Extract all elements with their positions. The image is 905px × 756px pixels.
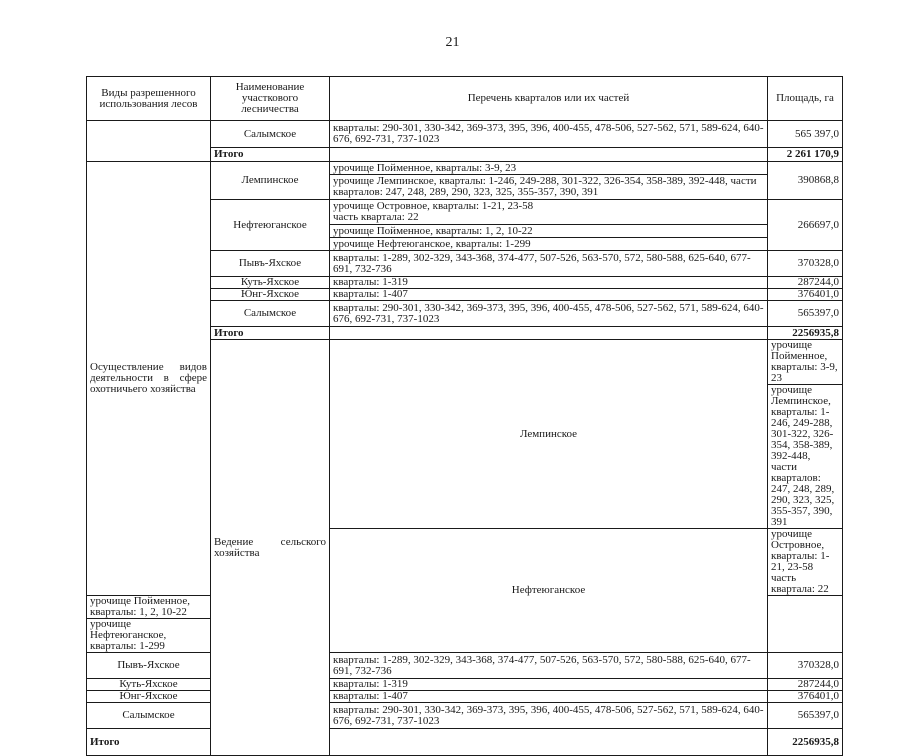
total-label: Итого [211, 148, 330, 162]
quarters-cell: урочище Лемпинское, кварталы: 1-246, 249-288, 301-322, 326-354, 358-389, 392-448, части кварталов: 247, 248, 289, 290, 323, 325, 355-357, 390, 391 [768, 385, 843, 529]
quarters-line: часть квартала: 22 [333, 211, 419, 223]
header-forestry: Наименование участкового лесничества [211, 77, 330, 121]
forest-use-table [86, 76, 843, 756]
area-cell: 565397,0 [768, 703, 843, 729]
quarters-cell: кварталы: 1-289, 302-329, 343-368, 374-477, 507-526, 563-570, 572, 580-588, 625-640, 677-691, 732-736 [330, 653, 768, 679]
table-row [87, 691, 843, 703]
area-cell: 287244,0 [768, 277, 843, 289]
forestry-name: Куть-Яхское [211, 277, 330, 289]
table-row [87, 121, 843, 148]
page-number: 21 [445, 35, 460, 50]
forestry-name: Салымское [87, 703, 211, 729]
table-row [87, 703, 843, 729]
area-cell: 287244,0 [768, 679, 843, 691]
header-kind: Виды разрешенного использования лесов [87, 77, 211, 121]
forestry-name: Пывъ-Яхское [211, 251, 330, 277]
forestry-name: Лемпинское [330, 340, 768, 529]
total-area: 2 261 170,9 [768, 148, 843, 162]
quarters-cell: урочище Пойменное, кварталы: 1, 2, 10-22 [87, 596, 211, 619]
empty-cell [330, 148, 768, 162]
area-cell: 565397,0 [768, 301, 843, 327]
quarters-cell [768, 529, 843, 596]
quarters-cell: кварталы: 1-407 [330, 691, 768, 703]
quarters-cell: кварталы: 1-289, 302-329, 343-368, 374-477, 507-526, 563-570, 572, 580-588, 625-640, 677-691, 732-736 [330, 251, 768, 277]
quarters-cell: урочище Нефтеюганское, кварталы: 1-299 [330, 238, 768, 251]
header-area: Площадь, га [768, 77, 843, 121]
quarters-cell [330, 200, 768, 225]
quarters-cell: кварталы: 290-301, 330-342, 369-373, 395, 396, 400-455, 478-506, 527-562, 571, 589-624, 640-676, 692-731, 737-1023 [330, 301, 768, 327]
quarters-cell: кварталы: 1-319 [330, 679, 768, 691]
quarters-line: урочище Островное, кварталы: 1-21, 23-58 [771, 528, 830, 573]
forestry-name: Лемпинское [211, 162, 330, 200]
area-cell: 266697,0 [768, 200, 843, 251]
area-cell: 370328,0 [768, 653, 843, 679]
quarters-cell: урочище Лемпинское, кварталы: 1-246, 249-288, 301-322, 326-354, 358-389, 392-448, части кварталов: 247, 248, 289, 290, 323, 325, 355-357, 390, 391 [330, 175, 768, 200]
quarters-cell: урочище Пойменное, кварталы: 3-9, 23 [768, 340, 843, 385]
header-quarters: Перечень кварталов или их частей [330, 77, 768, 121]
quarters-line: урочище Островное, кварталы: 1-21, 23-58 [333, 200, 534, 212]
area-cell: 376401,0 [768, 289, 843, 301]
quarters-cell: кварталы: 1-319 [330, 277, 768, 289]
total-area: 2256935,8 [768, 729, 843, 756]
quarters-line: часть квартала: 22 [771, 572, 829, 595]
kind-cell-continued [87, 121, 211, 162]
table-row [87, 653, 843, 679]
total-label: Итого [87, 729, 211, 756]
forestry-name: Нефтеюганское [211, 200, 330, 251]
quarters-cell: кварталы: 290-301, 330-342, 369-373, 395, 396, 400-455, 478-506, 527-562, 571, 589-624, 640-676, 692-731, 737-1023 [330, 121, 768, 148]
quarters-cell: урочище Пойменное, кварталы: 1, 2, 10-22 [330, 225, 768, 238]
total-row [87, 729, 843, 756]
quarters-cell: кварталы: 290-301, 330-342, 369-373, 395, 396, 400-455, 478-506, 527-562, 571, 589-624, 640-676, 692-731, 737-1023 [330, 703, 768, 729]
kind-hunting: Осуществление видов деятельности в сфере охотничьего хозяйства [87, 162, 211, 596]
forestry-name: Юнг-Яхское [87, 691, 211, 703]
quarters-cell: урочище Пойменное, кварталы: 3-9, 23 [330, 162, 768, 175]
quarters-cell: кварталы: 1-407 [330, 289, 768, 301]
quarters-cell: урочище Нефтеюганское, кварталы: 1-299 [87, 619, 211, 653]
area-cell: 370328,0 [768, 251, 843, 277]
table-row [87, 162, 843, 175]
area-cell: 565 397,0 [768, 121, 843, 148]
empty-cell [330, 729, 768, 756]
forestry-name: Куть-Яхское [87, 679, 211, 691]
total-label: Итого [211, 327, 330, 340]
empty-cell [330, 327, 768, 340]
forestry-name: Пывъ-Яхское [87, 653, 211, 679]
forestry-name: Юнг-Яхское [211, 289, 330, 301]
table-header-row [87, 77, 843, 121]
forestry-name: Салымское [211, 301, 330, 327]
forestry-name: Нефтеюганское [330, 529, 768, 653]
forestry-name: Салымское [211, 121, 330, 148]
area-cell: 376401,0 [768, 691, 843, 703]
area-cell: 390868,8 [768, 162, 843, 200]
table-row [87, 679, 843, 691]
total-area: 2256935,8 [768, 327, 843, 340]
kind-agriculture: Ведение сельского хозяйства [211, 340, 330, 756]
